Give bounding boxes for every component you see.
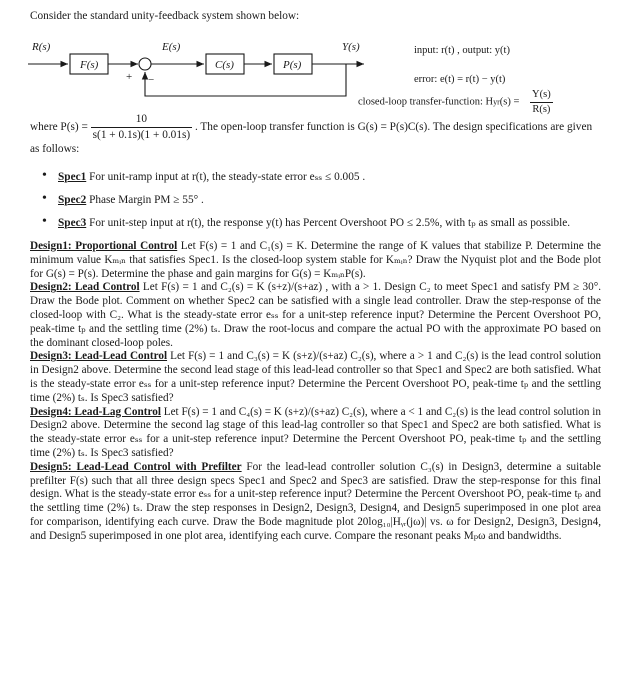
plant-definition bbox=[30, 112, 600, 157]
design-text: Let F(s) = 1 and C₄(s) = K (s+z)/(s+az) C₂(s), where a < 1 and C₂(s) is the lead control solution in Design2 above. Determine the second lag stage of this lead-lag controller so that Spec1 and Spec2 are both satisfied. What is the steady-state error eₛₛ for a unit-step reference input? Determine the Percent Overshoot PO, peak-time tₚ and the settling time (2%) tₛ. Is Spec3 satisfied? bbox=[30, 405, 601, 459]
design-title: Design1: Proportional Control bbox=[30, 240, 178, 252]
design-paragraph bbox=[30, 281, 601, 350]
feedback-path bbox=[145, 64, 346, 96]
e-label: E(s) bbox=[162, 41, 181, 53]
design-text: Let F(s) = 1 and C₃(s) = K (s+z)/(s+az) C₂(s), where a > 1 and C₂(s) is the lead control solution in Design2 above. Determine the second lead stage of this lead-lead controller so that Spec1 and Spec2 are both satisfied. What is the steady-state error eₛₛ for a unit-step reference input? Determine the Percent Overshoot PO, peak-time tₚ and the settling time (2%) tₛ. Is Spec3 satisfied? bbox=[30, 350, 601, 404]
spec-text: Phase Margin PM ≥ 55° . bbox=[86, 194, 204, 206]
design-paragraph bbox=[30, 350, 601, 405]
plant-den: s(1 + 0.1s)(1 + 0.01s) bbox=[92, 128, 191, 141]
spec-text: For unit-ramp input at r(t), the steady-state error eₛₛ ≤ 0.005 . bbox=[86, 171, 366, 183]
design-title: Design3: Lead-Lead Control bbox=[30, 350, 168, 363]
spec-label: Spec2 bbox=[58, 194, 87, 206]
y-label: Y(s) bbox=[342, 41, 360, 53]
design-paragraph bbox=[30, 461, 601, 544]
summing-junction bbox=[139, 58, 151, 70]
p-block-label: P(s) bbox=[283, 59, 302, 71]
design-text: For the lead-lead controller solution C₃(s) in Design3, determine a suitable prefilter F(s) such that all three design specs Spec1 and Spec2 and Spec3 are satisfied. Draw the step-response for this final design. What is the steady-state error eₛₛ for a unit-step reference input? Determine the Percent Overshoot PO, peak-time tₚ and the settling time (2%) tₛ. Draw the step responses in Design2, Design3, Design4, and Design5 superimposed in one plot area for comparison, identifying each curve. Draw the Bode magnitude plot 20log₁₀|Hᵧᵣ(jω)| vs. ω for Design2, Design3, Design4, and Design5 superimposed in one plot area, identifying each curve. Compare the resonant peaks Mₚω and bandwidths. bbox=[30, 460, 601, 542]
design-text: Let F(s) = 1 and C₁(s) = K. Determine the range of K values that stabilize P. Determine the minimum value Kₘᵢₙ that satisfies Spec1. Is the closed-loop system stable for Kₘᵢₙ? Draw the Nyquist plot and the Bode plot for G(s) = P(s). Determine the phase and gain margins for G(s) = KₘᵢₙP(s). bbox=[30, 240, 601, 280]
spec-text: For unit-step input at r(t), the response y(t) has Percent Overshoot PO ≤ 2.5%, with tₚ as small as possible. bbox=[86, 217, 571, 229]
designs-section bbox=[30, 240, 601, 544]
specs-list bbox=[30, 170, 624, 239]
f-block-label: F(s) bbox=[80, 59, 99, 71]
design-text: Let F(s) = 1 and C₂(s) = K (s+z)/(s+az) , with a > 1. Design C₂ to meet Spec1 and satisfy PM ≥ 30°. Draw the Bode plot. Comment on whether Spec2 can be satisfied with a single lead controller. Draw the step-response of the closed-loop with C₂. What is the steady-state error eₛₛ for a unit-step reference input? Determine the Percent Overshoot PO, peak-time tₚ and the settling time (2%) tₛ. Draw the root-locus and compare the actual PO with the approximate PO based on the dominant closed-loop poles. bbox=[30, 281, 601, 349]
minus-sign: − bbox=[148, 74, 155, 86]
plant-rest: . The open-loop transfer function is G(s) = P(s)C(s). The design specifications are given as follows: bbox=[30, 120, 593, 156]
plant-fraction bbox=[91, 112, 192, 142]
design-paragraph bbox=[30, 406, 601, 461]
spec-label: Spec3 bbox=[58, 217, 87, 229]
spec-item bbox=[58, 216, 624, 230]
intro-text: Consider the standard unity-feedback system shown below: bbox=[30, 10, 300, 22]
block-diagram bbox=[28, 38, 368, 113]
plus-sign: + bbox=[126, 71, 133, 83]
design-title: Design5: Lead-Lead Control with Prefilter bbox=[30, 460, 242, 473]
error-note: error: e(t) = r(t) − y(t) bbox=[414, 74, 506, 85]
spec-label: Spec1 bbox=[58, 171, 87, 183]
spec-item bbox=[58, 170, 624, 184]
plant-num: 10 bbox=[91, 112, 192, 128]
spec-item bbox=[58, 193, 624, 207]
io-note: input: r(t) , output: y(t) bbox=[414, 45, 510, 56]
cltf-den: R(s) bbox=[532, 104, 551, 115]
cltf-sub: yr bbox=[493, 97, 500, 107]
where-label: where P(s) = bbox=[30, 120, 88, 133]
cltf-prefix: closed-loop transfer-function: H bbox=[358, 96, 494, 108]
design-title: Design2: Lead Control bbox=[30, 281, 140, 294]
r-label: R(s) bbox=[32, 41, 51, 53]
cltf-mid: (s) = bbox=[499, 96, 520, 108]
cltf-num: Y(s) bbox=[530, 88, 553, 103]
c-block-label: C(s) bbox=[215, 59, 234, 71]
design-paragraph bbox=[30, 240, 601, 281]
design-title: Design4: Lead-Lag Control bbox=[30, 405, 161, 418]
